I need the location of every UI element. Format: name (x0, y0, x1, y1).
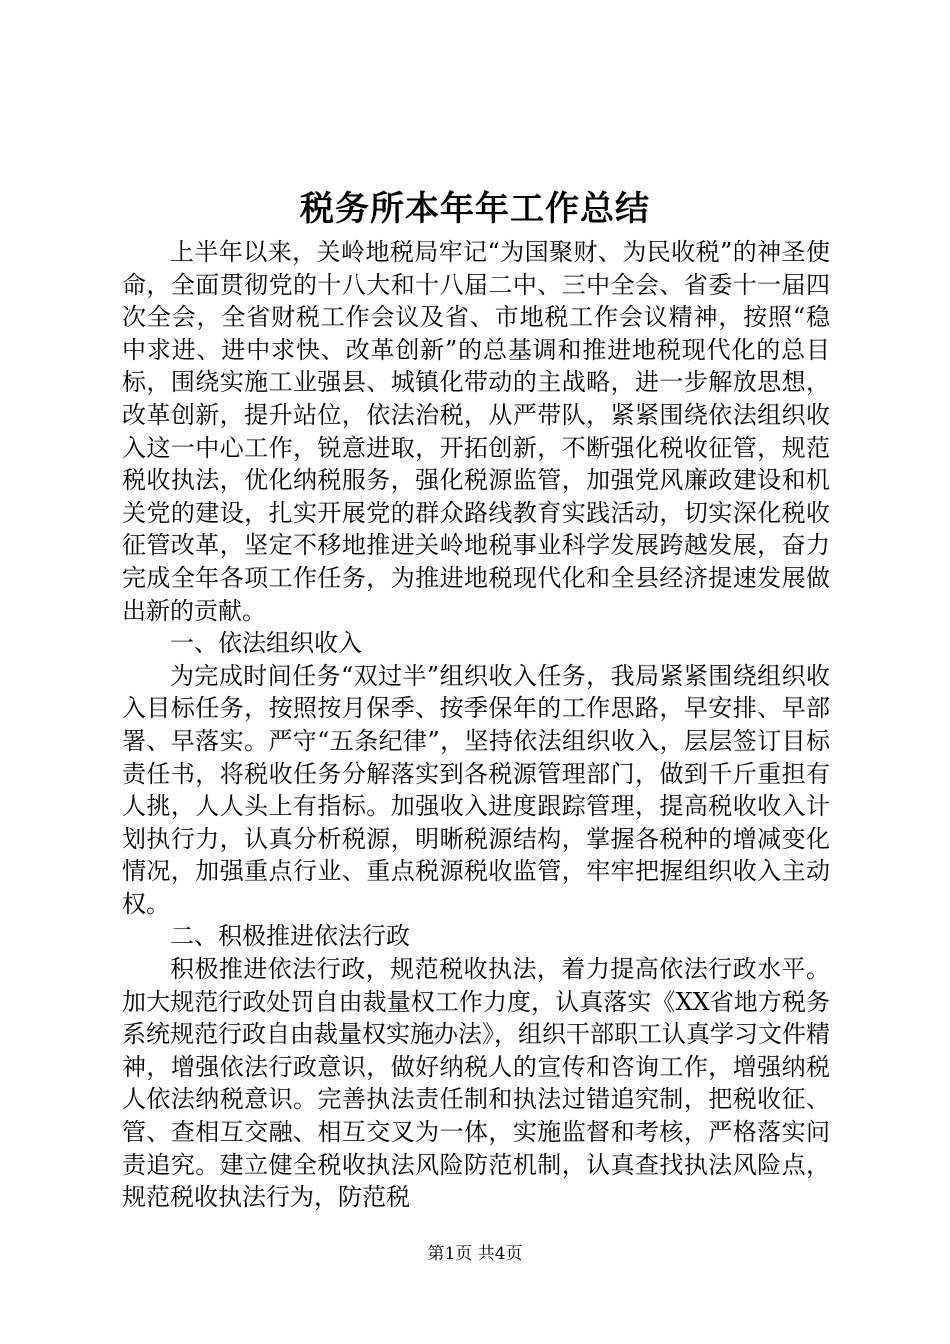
document-title: 税务所本年年工作总结 (300, 189, 650, 229)
section-heading-2: 二、积极推进依法行政 (170, 922, 410, 951)
document-body (122, 236, 830, 1214)
section-1-paragraph: 为完成时间任务“双过半”组织收入任务，我局紧紧围绕组织收入目标任务，按照按月保季、按季保年的工作思路，早安排、早部署、早落实。严守“五条纪律”，坚持依法组织收入，层层签订目标责任书，将税收任务分解落实到各税源管理部门，做到千斤重担有人挑，人人头上有指标。加强收入进度跟踪管理，提高税收收入计划执行力，认真分析税源，明晰税源结构，掌握各税种的增减变化情况，加强重点行业、重点税源税收监管，牢牢把握组织收入主动权。 (122, 661, 830, 918)
section-heading-1: 一、依法组织收入 (170, 629, 362, 658)
intro-paragraph: 上半年以来，关岭地税局牢记“为国聚财、为民收税”的神圣使命，全面贯彻党的十八大和十八届二中、三中全会、省委十一届四次全会，全省财税工作会议及省、市地税工作会议精神，按照“稳中求进、进中求快、改革创新”的总基调和推进地税现代化的总目标，围绕实施工业强县、城镇化带动的主战略，进一步解放思想，改革创新，提升站位，依法治税，从严带队，紧紧围绕依法组织收入这一中心工作，锐意进取，开拓创新，不断强化税收征管，规范税收执法，优化纳税服务，强化税源监管，加强党风廉政建设和机关党的建设，扎实开展党的群众路线教育实践活动，切实深化税收征管改革，坚定不移地推进关岭地税事业科学发展跨越发展，奋力完成全年各项工作任务，为推进地税现代化和全县经济提速发展做出新的贡献。 (122, 238, 830, 625)
section-2-paragraph: 积极推进依法行政，规范税收执法，着力提高依法行政水平。加大规范行政处罚自由裁量权工作力度，认真落实《XX省地方税务系统规范行政自由裁量权实施办法》，组织干部职工认真学习文件精神，增强依法行政意识，做好纳税人的宣传和咨询工作，增强纳税人依法纳税意识。完善执法责任制和执法过错追究制，把税收征、管、查相互交融、相互交叉为一体，实施监督和考核，严格落实问责追究。建立健全税收执法风险防范机制，认真查找执法风险点，规范税收执法行为，防范税 (122, 955, 830, 1212)
page-number-footer: 第1页 共4页 (427, 1244, 523, 1264)
